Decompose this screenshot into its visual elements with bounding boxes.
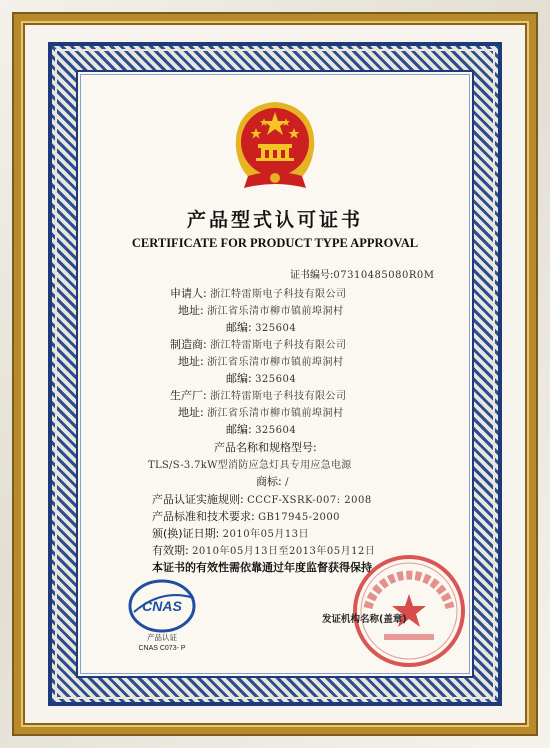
- applicant-label: 申请人:: [170, 287, 207, 300]
- standard-row: [152, 510, 340, 525]
- issue-date-label: 颁(换)证日期:: [152, 527, 220, 540]
- issuer-label: 发证机构名称(盖章): [322, 614, 407, 625]
- product-label-row: [214, 441, 317, 455]
- manufacturer-address-label: 地址:: [178, 355, 204, 368]
- issue-date-value: 2010年05月13日: [222, 529, 310, 540]
- applicant-name: 浙江特雷斯电子科技有限公司: [210, 289, 347, 300]
- cnas-caption: 产品认证: [147, 633, 177, 642]
- manufacturer-label: 制造商:: [170, 338, 207, 351]
- product-row: [148, 458, 352, 473]
- rule-row: [152, 493, 372, 508]
- applicant-address-row: [178, 304, 344, 319]
- national-emblem-icon: [228, 98, 322, 194]
- manufacturer-postcode-row: [226, 372, 296, 387]
- cnas-logo-text: CNAS: [142, 598, 182, 614]
- trademark-label: 商标:: [256, 475, 282, 488]
- applicant-postcode: 325604: [255, 323, 297, 334]
- manufacturer-address: 浙江省乐清市柳市镇前埠洞村: [207, 357, 344, 368]
- certificate-title-en: CERTIFICATE FOR PRODUCT TYPE APPROVAL: [131, 236, 419, 250]
- cnas-logo-icon: [124, 578, 204, 652]
- validity-label: 有效期:: [152, 544, 189, 557]
- product-value: TLS/S-3.7kW型消防应急灯具专用应急电源: [148, 460, 352, 471]
- factory-name: 浙江特雷斯电子科技有限公司: [210, 391, 347, 402]
- issue-date-row: [152, 527, 309, 542]
- manufacturer-name: 浙江特雷斯电子科技有限公司: [210, 340, 347, 351]
- certificate-number: [290, 268, 435, 283]
- rule-label: 产品认证实施规则:: [152, 493, 244, 506]
- applicant-postcode-row: [226, 321, 296, 336]
- manufacturer-postcode-label: 邮编:: [226, 372, 252, 385]
- trademark-value: /: [285, 477, 289, 488]
- applicant-postcode-label: 邮编:: [226, 321, 252, 334]
- factory-postcode-label: 邮编:: [226, 423, 252, 436]
- applicant-address: 浙江省乐清市柳市镇前埠洞村: [207, 306, 344, 317]
- applicant-address-label: 地址:: [178, 304, 204, 317]
- cert-no-value: 07310485080R0M: [333, 270, 435, 281]
- validity-value: 2010年05月13日至2013年05月12日: [192, 546, 376, 557]
- factory-postcode-row: [226, 423, 296, 438]
- factory-address: 浙江省乐清市柳市镇前埠洞村: [207, 408, 344, 419]
- manufacturer-postcode: 325604: [255, 374, 297, 385]
- cert-no-label: 证书编号:: [290, 270, 334, 281]
- rule-value: CCCF-XSRK-007: 2008: [247, 495, 372, 506]
- applicant-row: [170, 287, 347, 302]
- validity-row: [152, 544, 375, 559]
- factory-address-row: [178, 406, 344, 421]
- product-label: 产品名称和规格型号:: [214, 441, 317, 454]
- note-row: [152, 561, 372, 575]
- validity-note: 本证书的有效性需依靠通过年度监督获得保持: [152, 561, 372, 574]
- standard-value: GB17945-2000: [258, 512, 341, 523]
- factory-address-label: 地址:: [178, 406, 204, 419]
- trademark-row: [256, 475, 289, 490]
- standard-label: 产品标准和技术要求:: [152, 510, 255, 523]
- factory-postcode: 325604: [255, 425, 297, 436]
- factory-row: [170, 389, 347, 404]
- manufacturer-row: [170, 338, 347, 353]
- certificate-title-zh: 产品型式认可证书: [186, 209, 363, 231]
- factory-label: 生产厂:: [170, 389, 207, 402]
- manufacturer-address-row: [178, 355, 344, 370]
- cnas-code: CNAS C073- P: [138, 645, 186, 652]
